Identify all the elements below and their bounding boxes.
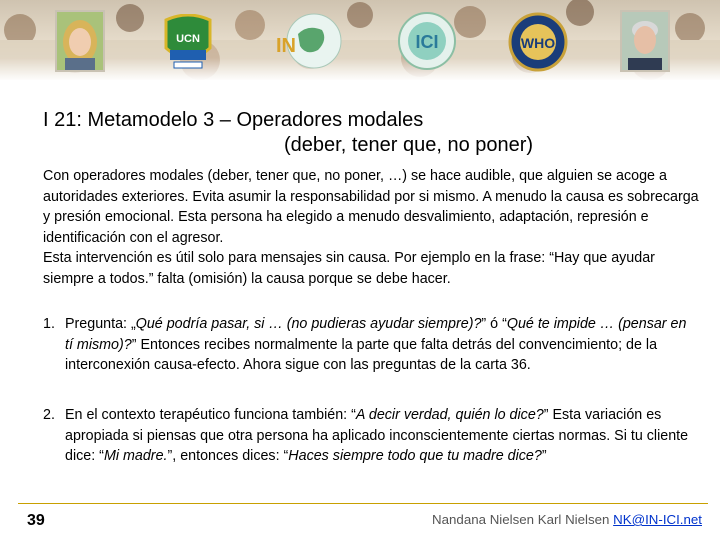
- title-line-2: (deber, tener que, no poner): [284, 134, 534, 156]
- footer-credits: [432, 512, 702, 527]
- list-text: ”: [541, 448, 547, 465]
- svg-text:WHO: WHO: [520, 35, 556, 51]
- in-logo: [268, 10, 348, 72]
- intro-paragraph-1: Con operadores modales (deber, tener que, no poner, …) se hace audible, que alguien se acoge a autoridades exteriores. Evita asumir la responsabilidad por si mismo. A menudo la causa es sobrecarga y presión emocional. Esta persona ha elegido a menudo desvalimiento, adaptación, represión e identificación con el agresor.: [43, 168, 699, 246]
- list-text: En el contexto terapéutico funciona también: “: [65, 407, 356, 423]
- title-line-1: I 21: Metamodelo 3 – Operadores modales: [43, 109, 424, 131]
- ucn-logo: [160, 14, 216, 74]
- svg-text:IN: IN: [276, 35, 296, 57]
- slide-title: [43, 108, 683, 158]
- list-text: Pregunta: „: [65, 316, 136, 332]
- list-text: ”, entonces dices: “: [167, 448, 289, 465]
- footer-divider: [18, 503, 708, 504]
- who-logo: [508, 12, 568, 72]
- footer-email-link[interactable]: NK@IN-ICI.net: [613, 512, 702, 527]
- list-question: A decir verdad, quién lo dice?: [355, 407, 544, 423]
- list-question: Qué te impide … (pensar en tí mismo)?: [65, 316, 687, 353]
- list-text: ” Esta variación es apropiada si piensas que otra persona ha aplicado inconscientemente ciertas normas. Si tu cliente dice: “: [65, 407, 689, 465]
- banner-fade: [0, 58, 720, 80]
- list-quote: Mi madre.: [103, 448, 168, 465]
- author-photo-right: [620, 10, 670, 72]
- svg-text:ICI: ICI: [415, 32, 439, 52]
- list-number: 1.: [43, 316, 55, 332]
- intro-text: [43, 166, 705, 290]
- list-text: ” Entonces recibes normalmente la parte que falta detrás del convencimiento; de la interconexión causa-efecto. Ahora sigue con las preguntas de la carta 36.: [65, 336, 658, 374]
- list-number: 2.: [43, 407, 55, 423]
- list-question: Qué podría pasar, si … (no pudieras ayudar siempre)?: [135, 316, 482, 332]
- list-text: ” ó “: [481, 316, 507, 332]
- list-item: [43, 405, 693, 467]
- author-photo-left: [55, 10, 105, 72]
- list-item: [43, 314, 693, 376]
- page-number: 39: [27, 512, 45, 529]
- list-question: Haces siempre todo que tu madre dice?: [288, 448, 542, 465]
- footer-authors: Nandana Nielsen Karl Nielsen: [432, 512, 614, 527]
- svg-text:UCN: UCN: [176, 33, 200, 45]
- ici-logo: [396, 10, 458, 72]
- header-banner: [0, 0, 720, 80]
- intro-paragraph-2: Esta intervención es útil solo para mensajes sin causa. Por ejemplo en la frase: “Hay que ayudar siempre a todos.” falta (omisión) la causa porque se debe hacer.: [43, 250, 655, 287]
